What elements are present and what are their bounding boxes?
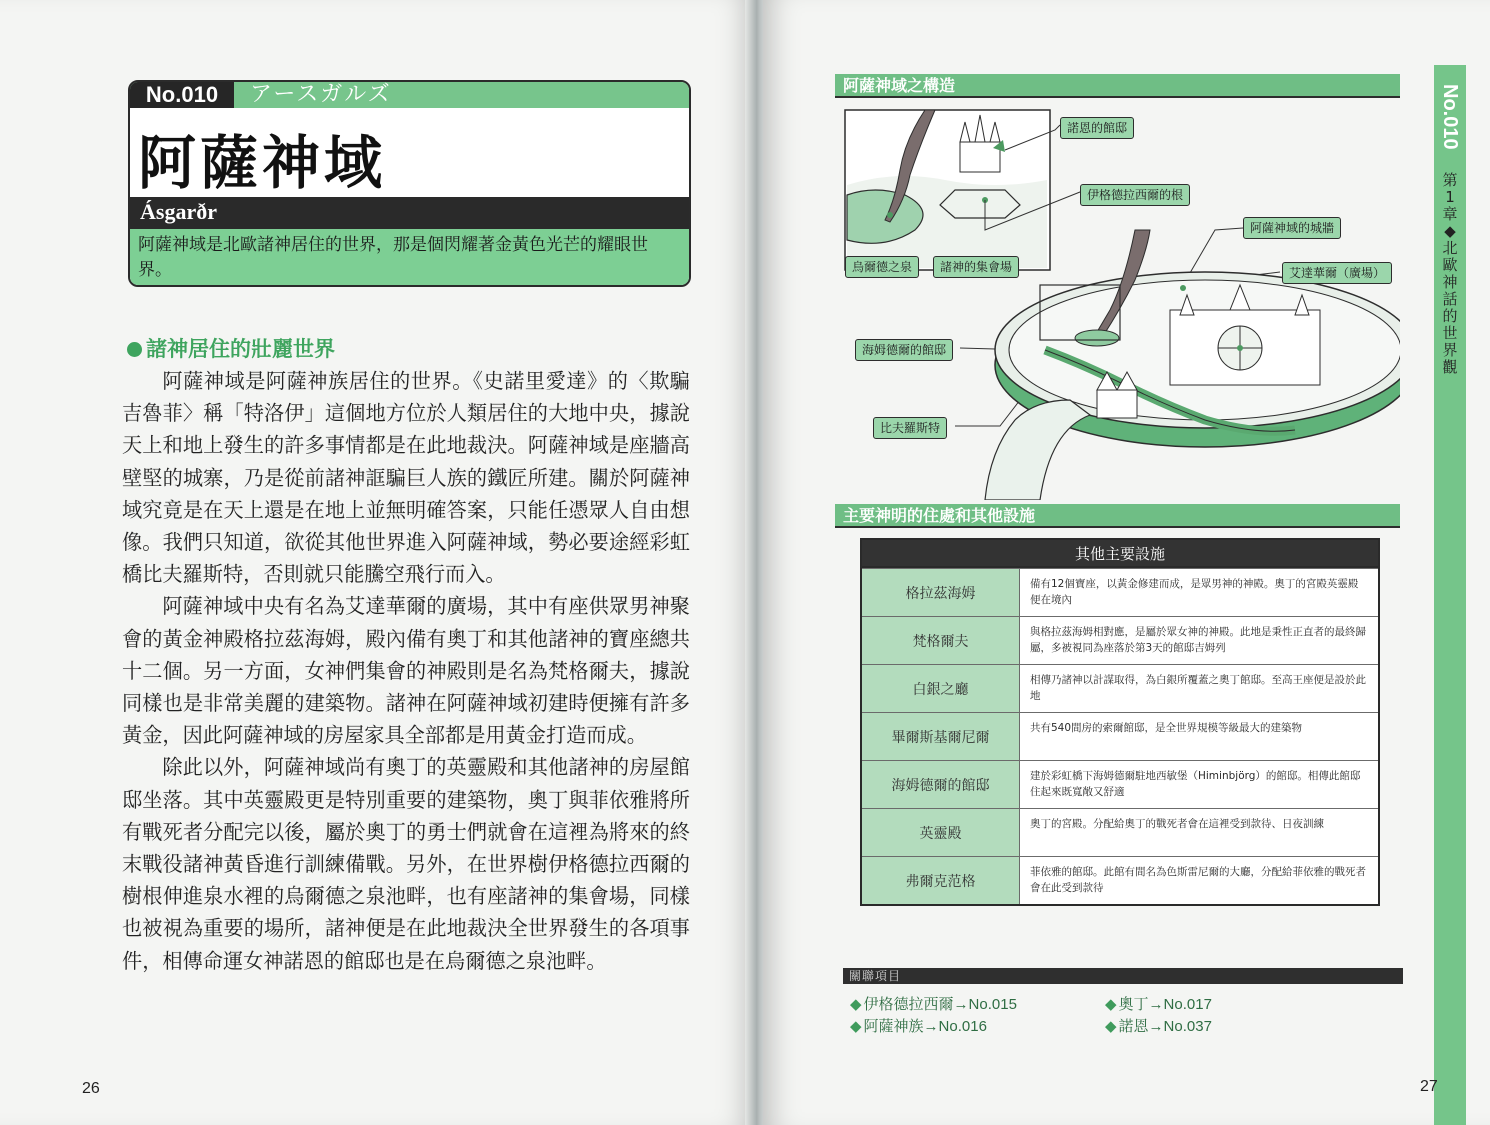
label-idavoll: 艾達華爾（廣場） [1282, 262, 1392, 284]
page-number-right: 27 [1420, 1078, 1438, 1095]
table-row [862, 616, 1378, 664]
related-item-text: 諾恩→No.037 [1118, 1018, 1212, 1035]
facility-desc: 相傳乃諸神以計謀取得，為白銀所覆蓋之奧丁館邸。至高王座便是設於此地 [1020, 665, 1378, 712]
related-item[interactable] [1105, 1015, 1212, 1036]
table-row [862, 760, 1378, 808]
related-item[interactable] [850, 1015, 987, 1036]
diamond-icon: ◆ [850, 996, 862, 1013]
page-number-left: 26 [82, 1080, 100, 1097]
table-row [862, 568, 1378, 616]
section-heading [127, 333, 335, 363]
related-item[interactable] [1105, 993, 1212, 1014]
assembly-shape [940, 190, 1020, 218]
paragraph: 阿薩神域是阿薩神族居住的世界。《史諾里愛達》的〈欺騙吉魯菲〉稱「特洛伊」這個地方位於人類居住的大地中央，據說天上和地上發生的許多事情都是在此地裁決。阿薩神域是座牆高壁堅的城寨，乃是從前諸神誆騙巨人族的鐵匠所建。關於阿薩神域究竟是在天上還是在地上並無明確答案，只能任憑眾人自由想像。我們只知道，欲從其他世界進入阿薩神域，勢必要途經彩虹橋比夫羅斯特，否則就只能騰空飛行而入。 [122, 369, 690, 587]
facility-name: 海姆德爾的館邸 [862, 761, 1020, 808]
label-wall: 阿薩神域的城牆 [1243, 217, 1341, 239]
table-row [862, 712, 1378, 760]
related-items-label: 關聯項目 [849, 969, 902, 983]
section-heading-text: 諸神居住的壯麗世界 [146, 337, 335, 361]
label-norns: 諾恩的館邸 [1060, 117, 1134, 139]
facility-desc: 備有12個寶座，以黃金修建而成，是眾男神的神殿。奧丁的宮殿英靈殿便在境內 [1020, 569, 1378, 616]
paragraph: 除此以外，阿薩神域尚有奧丁的英靈殿和其他諸神的房屋館邸坐落。其中英靈殿更是特別重要的建築物，奧丁與菲依雅將所有戰死者分配完以後，屬於奧丁的勇士們就會在這裡為將來的終末戰役諸神黃昏進行訓練備戰。另外，在世界樹伊格德拉西爾的樹根伸進泉水裡的烏爾德之泉池畔，也有座諸神的集會場，同樣也被視為重要的場所，諸神便是在此地裁決全世界發生的各項事件，相傳命運女神諾恩的館邸也是在烏爾德之泉池畔。 [122, 755, 690, 973]
label-yggdrasil-root: 伊格德拉西爾的根 [1080, 184, 1190, 206]
related-item-text: 伊格德拉西爾→No.015 [863, 996, 1017, 1013]
norns-house-shape [960, 142, 1000, 172]
facility-name: 白銀之廳 [862, 665, 1020, 712]
diagram-title-text: 阿薩神域之構造 [843, 76, 956, 95]
title-box [128, 80, 691, 287]
table-section-title-text: 主要神明的住處和其他設施 [843, 506, 1036, 525]
paragraph: 阿薩神域中央有名為艾達華爾的廣場，其中有座供眾男神聚會的黃金神殿格拉茲海姆，殿內備有奧丁和其他諸神的寶座總共十二個。另一方面，女神們集會的神殿則是名為梵格爾夫，據說同樣也是非常美麗的建築物。諸神在阿薩神域初建時便擁有許多黃金，因此阿薩神域的房屋家具全部都是用黃金打造而成。 [122, 594, 690, 748]
bullet-dot-icon [127, 342, 142, 357]
marker-dot [1237, 345, 1243, 351]
chapter-label: 第1章◆北歐神話的世界觀 [1442, 171, 1458, 376]
table-row [862, 808, 1378, 856]
facility-desc: 奧丁的宮殿。分配給奧丁的戰死者會在這裡受到款待、日夜訓練 [1020, 809, 1378, 856]
label-bifrost: 比夫羅斯特 [873, 417, 947, 439]
heimdall-house-shape [1097, 390, 1137, 418]
table-header: 其他主要設施 [862, 540, 1378, 568]
body-text [122, 365, 690, 977]
facility-name: 英靈殿 [862, 809, 1020, 856]
number-badge: No.010 [130, 82, 234, 108]
facility-desc: 菲依雅的館邸。此館有間名為色斯雷尼爾的大廳，分配給菲依雅的戰死者會在此受到款待 [1020, 857, 1378, 904]
facility-name: 弗爾克范格 [862, 857, 1020, 904]
facility-name: 格拉茲海姆 [862, 569, 1020, 616]
facilities-table [860, 538, 1380, 906]
facility-desc: 建於彩虹橋下海姆德爾駐地西敏堡（Himinbjörg）的館邸。相傳此館邸住起來既寬敞又舒適 [1020, 761, 1378, 808]
table-section-title [835, 504, 1400, 528]
label-assembly: 諸神的集會場 [933, 256, 1019, 278]
marker-dot [1180, 285, 1186, 291]
bifrost-shape [985, 400, 1090, 500]
side-tab-number-text: No.010 [1439, 84, 1461, 150]
leader-line [955, 400, 1020, 426]
diamond-icon: ◆ [1105, 1018, 1117, 1035]
facility-desc: 與格拉茲海姆相對應，是屬於眾女神的神殿。此地是秉性正直者的最終歸屬，多被視同為座落於第3天的館邸吉姆列 [1020, 617, 1378, 664]
side-tab-number [1433, 80, 1467, 160]
katakana-title: アースガルズ [250, 82, 392, 107]
page-title: 阿薩神域 [138, 129, 387, 197]
related-item[interactable] [850, 993, 1017, 1014]
label-urd: 烏爾德之泉 [845, 256, 919, 278]
facility-desc: 共有540間房的索爾館邸，是全世界規模等級最大的建築物 [1020, 713, 1378, 760]
facility-name: 畢爾斯基爾尼爾 [862, 713, 1020, 760]
label-heimdall: 海姆德爾的館邸 [855, 339, 953, 361]
marker-dot [887, 212, 893, 218]
diamond-icon: ◆ [850, 1018, 862, 1035]
related-item-text: 阿薩神族→No.016 [863, 1018, 987, 1035]
diagram-title [835, 74, 1400, 98]
urd-well-small [1075, 330, 1119, 346]
related-item-text: 奧丁→No.017 [1118, 996, 1212, 1013]
table-row [862, 664, 1378, 712]
asgard-diagram [835, 100, 1400, 500]
facility-name: 梵格爾夫 [862, 617, 1020, 664]
related-items-bar [843, 968, 1403, 984]
latin-title: Ásgarðr [140, 199, 217, 224]
summary: 阿薩神域是北歐諸神居住的世界，那是個閃耀著金黃色光芒的耀眼世界。 [130, 229, 689, 287]
latin-title-bar [130, 197, 689, 229]
table-row [862, 856, 1378, 904]
diamond-icon: ◆ [1105, 996, 1117, 1013]
